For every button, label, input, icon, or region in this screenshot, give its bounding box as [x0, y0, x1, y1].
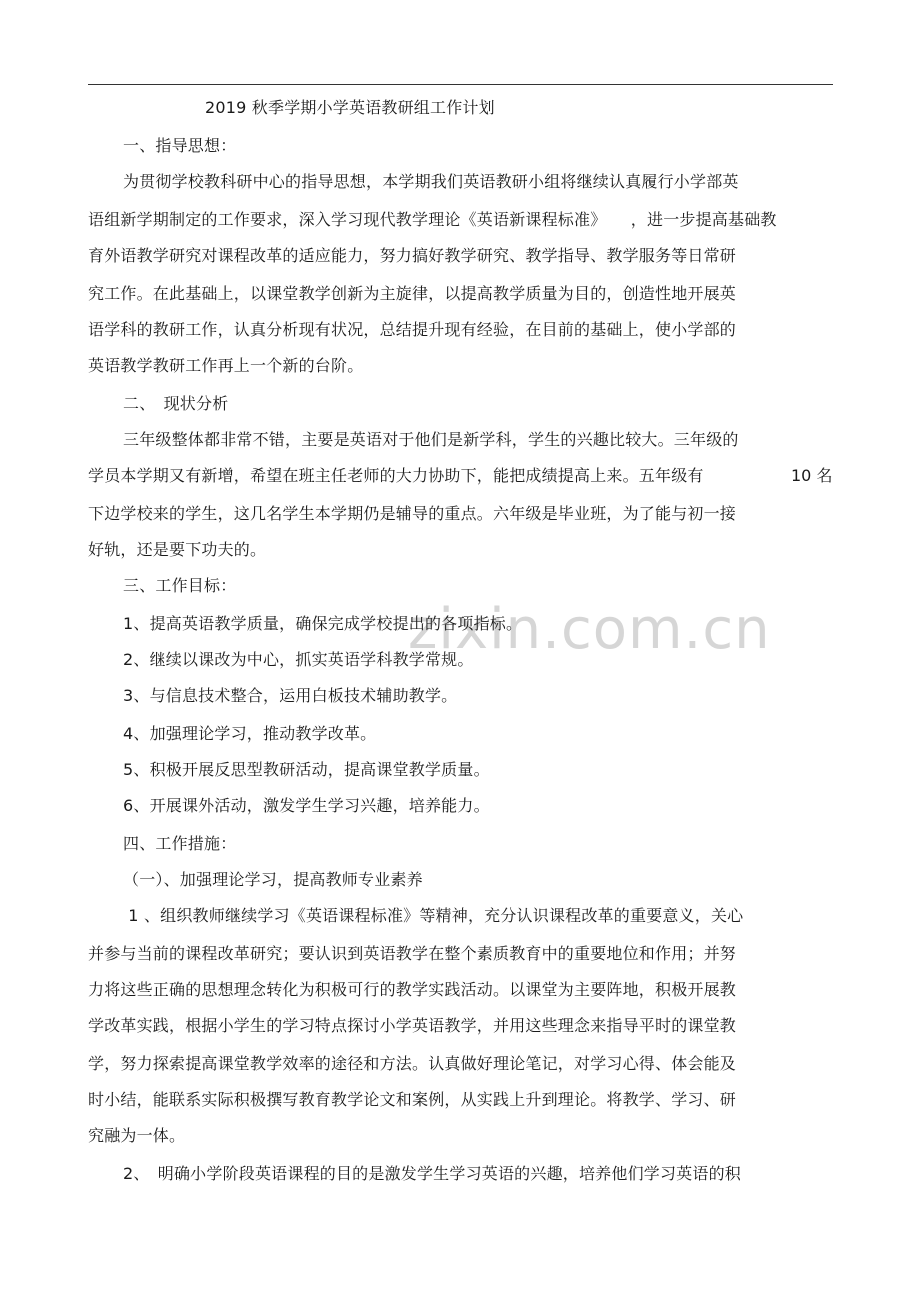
goal-item: 6、开展课外活动，激发学生学习兴趣，培养能力。 — [123, 796, 490, 815]
goal-item: 4、加强理论学习，推动教学改革。 — [123, 724, 377, 743]
paragraph-line: 下边学校来的学生，这几名学生本学期仍是辅导的重点。六年级是毕业班，为了能与初一接 — [88, 504, 737, 523]
paragraph-line: 英语教学教研工作再上一个新的台阶。 — [88, 356, 364, 375]
sub-heading: （一）、加强理论学习，提高教师专业素养 — [123, 870, 423, 889]
goal-item: 3、与信息技术整合，运用白板技术辅助教学。 — [123, 686, 458, 705]
section-heading-status-analysis: 二、 现状分析 — [123, 394, 229, 413]
paragraph-line: 语学科的教研工作，认真分析现有状况，总结提升现有经验，在目前的基础上，使小学部的 — [88, 320, 737, 339]
goal-item: 5、积极开展反思型教研活动，提高课堂教学质量。 — [123, 760, 490, 779]
paragraph-line: 为贯彻学校教科研中心的指导思想，本学期我们英语教研小组将继续认真履行小学部英 — [123, 172, 739, 191]
paragraph-line: 2、 明确小学阶段英语课程的目的是激发学生学习英语的兴趣，培养他们学习英语的积 — [123, 1164, 741, 1183]
document-title: 2019 秋季学期小学英语教研组工作计划 — [205, 98, 495, 117]
goal-item: 2、继续以课改为中心，抓实英语学科教学常规。 — [123, 650, 474, 669]
header-rule — [88, 84, 833, 85]
goal-item: 1、提高英语教学质量，确保完成学校提出的各项指标。 — [123, 614, 523, 633]
paragraph-line: 语组新学期制定的工作要求，深入学习现代教学理论《英语新课程标准》 ，进一步提高基础教 — [88, 210, 777, 229]
paragraph-line: 力将这些正确的思想理念转化为积极可行的教学实践活动。以课堂为主要阵地，积极开展教 — [88, 980, 737, 999]
student-count: 10 名 — [791, 466, 833, 485]
paragraph-line: 究融为一体。 — [88, 1126, 186, 1145]
watermark: zixin.com.cn — [408, 597, 771, 662]
paragraph-line: 三年级整体都非常不错，主要是英语对于他们是新学科，学生的兴趣比较大。三年级的 — [123, 430, 739, 449]
section-heading-work-goals: 三、工作目标： — [123, 576, 237, 595]
paragraph-line: 并参与当前的课程改革研究；要认识到英语教学在整个素质教育中的重要地位和作用；并努 — [88, 944, 737, 963]
paragraph-line: 学，努力探索提高课堂教学效率的途径和方法。认真做好理论笔记，对学习心得、体会能及 — [88, 1054, 737, 1073]
paragraph-line: 1 、组织教师继续学习《英语课程标准》等精神，充分认识课程改革的重要意义，关心 — [123, 906, 744, 925]
paragraph-line: 究工作。在此基础上，以课堂教学创新为主旋律，以提高教学质量为目的，创造性地开展英 — [88, 284, 737, 303]
paragraph-line: 时小结，能联系实际积极撰写教育教学论文和案例，从实践上升到理论。将教学、学习、研 — [88, 1090, 737, 1109]
paragraph-line: 育外语教学研究对课程改革的适应能力，努力搞好教学研究、教学指导、教学服务等日常研 — [88, 246, 737, 265]
paragraph-line: 好轨，还是要下功夫的。 — [88, 540, 267, 559]
paragraph-line: 学改革实践，根据小学生的学习特点探讨小学英语教学，并用这些理念来指导平时的课堂教 — [88, 1016, 737, 1035]
section-heading-guiding-ideology: 一、指导思想： — [123, 136, 237, 155]
section-heading-work-measures: 四、工作措施： — [123, 834, 237, 853]
paragraph-line: 学员本学期又有新增，希望在班主任老师的大力协助下，能把成绩提高上来。五年级有 — [88, 466, 704, 485]
